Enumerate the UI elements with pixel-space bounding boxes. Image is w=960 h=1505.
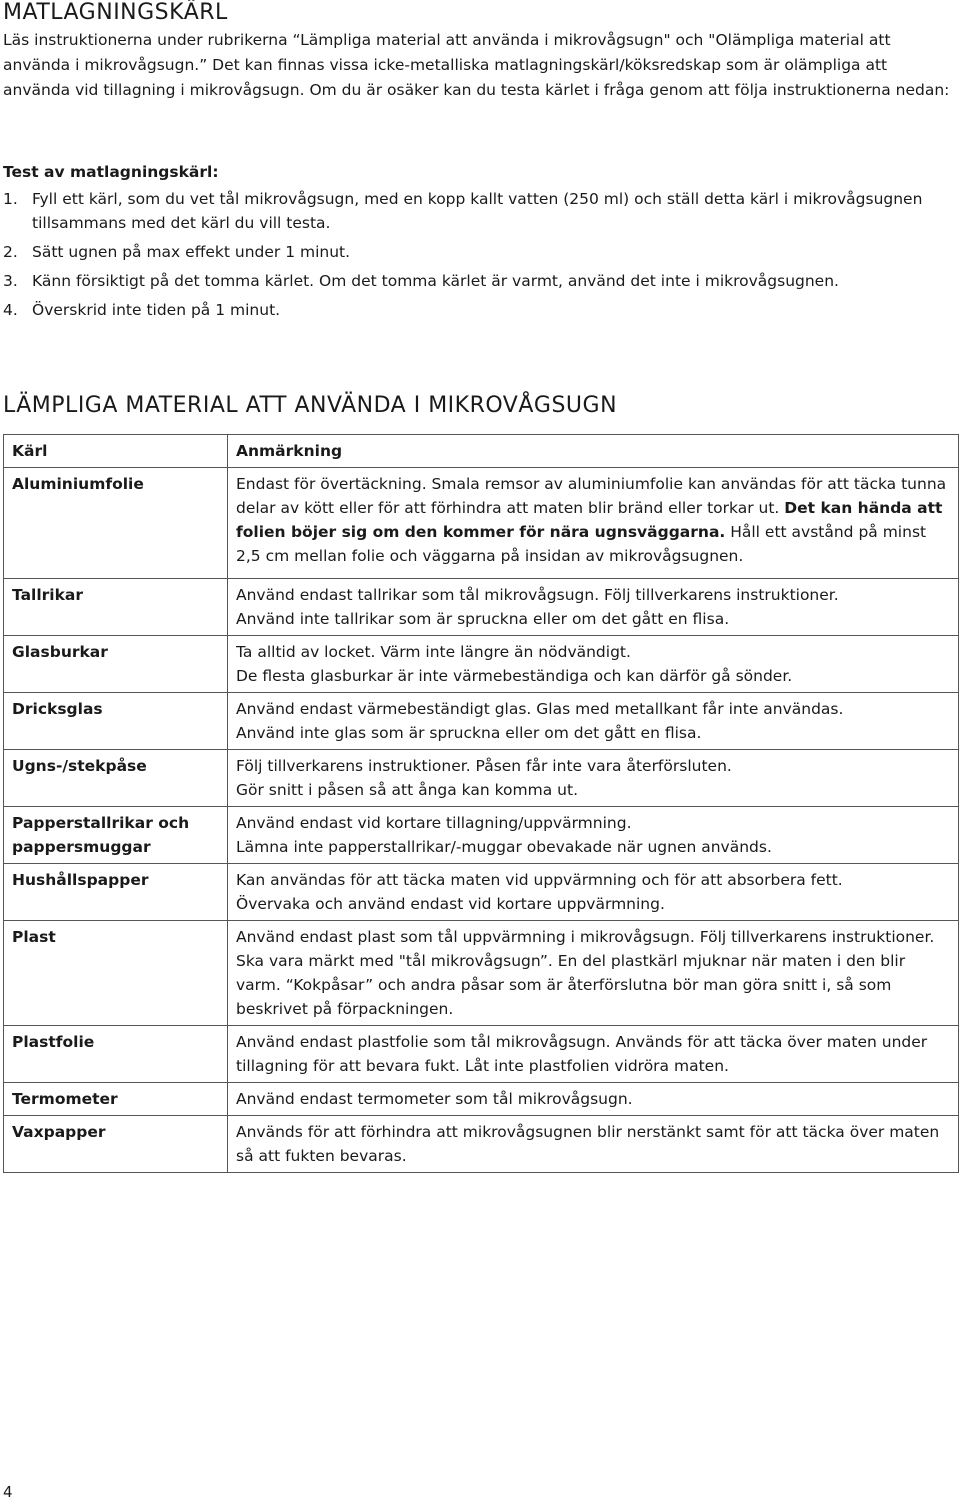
vessel-cell: Dricksglas (4, 693, 228, 750)
vessel-cell: Ugns-/stekpåse (4, 750, 228, 807)
test-heading: Test av matlagningskärl: (3, 163, 219, 181)
note-cell: Används för att förhindra att mikrovågsugnen blir nerstänkt samt för att täcka över maten så att fukten bevaras. (228, 1116, 959, 1173)
note-text: Endast för övertäckning. Smala remsor av aluminiumfolie kan användas för att täcka tunna delar av kött eller för att förhindra att maten blir bränd eller torkar ut. (236, 475, 947, 517)
materials-table (3, 434, 959, 1173)
vessel-cell: Glasburkar (4, 636, 228, 693)
note-cell: Använd endast termometer som tål mikrovågsugn. (228, 1083, 959, 1116)
table-header-row (4, 435, 959, 468)
test-step (3, 240, 953, 264)
note-text: Håll ett avstånd på minst 2,5 cm mellan folie och väggarna på insidan av mikrovågsugnen. (236, 523, 927, 565)
note-line: De flesta glasburkar är inte värmebeständiga och kan därför gå sönder. (236, 667, 793, 685)
vessel-cell: Papperstallrikar och pappersmuggar (4, 807, 228, 864)
vessel-cell: Plast (4, 921, 228, 1026)
note-cell (228, 579, 959, 636)
step-text: Fyll ett kärl, som du vet tål mikrovågsugn, med en kopp kallt vatten (250 ml) och ställ detta kärl i mikrovågsugnen tillsammans med det kärl du vill testa. (32, 190, 923, 232)
note-line: Använd inte tallrikar som är spruckna eller om det gått en flisa. (236, 610, 730, 628)
section-title-suitable-materials: LÄMPLIGA MATERIAL ATT ANVÄNDA I MIKROVÅGSUGN (3, 393, 618, 418)
note-line: Kan användas för att täcka maten vid uppvärmning och för att absorbera fett. (236, 871, 843, 889)
note-cell (228, 636, 959, 693)
note-warning: Det kan hända att folien böjer sig om den kommer för nära ugnsväggarna. (236, 499, 943, 541)
table-row (4, 1026, 959, 1083)
note-line: Använd inte glas som är spruckna eller om det gått en flisa. (236, 724, 702, 742)
intro-text-1: Läs instruktionerna under rubrikerna “Lämpliga material att använda i mikrovågsugn" och "Olämpliga material att använda i mikrovågsugn.” Det kan finnas vissa icke-metalliska matlagningskärl/köksredskap som är olämpliga att använda vid tillagning i mikrovågsugn. (3, 31, 891, 99)
intro-paragraph (3, 28, 953, 103)
vessel-cell: Hushållspapper (4, 864, 228, 921)
step-number: 2. (3, 243, 18, 261)
step-number: 1. (3, 190, 18, 208)
note-line: Gör snitt i påsen så att ånga kan komma ut. (236, 781, 578, 799)
vessel-cell: Tallrikar (4, 579, 228, 636)
step-text: Överskrid inte tiden på 1 minut. (32, 301, 281, 319)
note-cell (228, 864, 959, 921)
note-line: Använd endast värmebeständigt glas. Glas med metallkant får inte användas. (236, 700, 844, 718)
page-number: 4 (3, 1483, 13, 1501)
note-cell (228, 807, 959, 864)
step-number: 3. (3, 272, 18, 290)
table-row (4, 468, 959, 579)
note-line: Använd endast tallrikar som tål mikrovågsugn. Följ tillverkarens instruktioner. (236, 586, 839, 604)
note-cell (228, 468, 959, 579)
test-steps-list (3, 187, 953, 327)
step-text: Känn försiktigt på det tomma kärlet. Om det tomma kärlet är varmt, använd det inte i mikrovågsugnen. (32, 272, 839, 290)
note-cell: Använd endast plastfolie som tål mikrovågsugn. Används för att täcka över maten under tillagning för att bevara fukt. Låt inte plastfolien vidröra maten. (228, 1026, 959, 1083)
note-line: Lämna inte papperstallrikar/-muggar obevakade när ugnen används. (236, 838, 772, 856)
section-title-cookware: MATLAGNINGSKÄRL (3, 0, 228, 25)
table-row (4, 1083, 959, 1116)
note-cell (228, 750, 959, 807)
test-step (3, 269, 953, 293)
step-text: Sätt ugnen på max effekt under 1 minut. (32, 243, 351, 261)
note-cell (228, 693, 959, 750)
test-step (3, 187, 953, 235)
intro-text-2: Om du är osäker kan du testa kärlet i fråga genom att följa instruktionerna nedan: (304, 81, 950, 99)
note-cell: Använd endast plast som tål uppvärmning i mikrovågsugn. Följ tillverkarens instruktioner. Ska vara märkt med "tål mikrovågsugn”. En del plastkärl mjuknar när maten i den blir varm. “Kokpåsar” och andra påsar som är återförslutna bör man göra snitt i, så som beskrivet på förpackningen. (228, 921, 959, 1026)
note-line: Följ tillverkarens instruktioner. Påsen får inte vara återförsluten. (236, 757, 732, 775)
table-row (4, 636, 959, 693)
table-row (4, 807, 959, 864)
vessel-cell: Aluminiumfolie (4, 468, 228, 579)
column-header-note: Anmärkning (228, 435, 959, 468)
table-row (4, 693, 959, 750)
vessel-cell: Plastfolie (4, 1026, 228, 1083)
note-line: Ta alltid av locket. Värm inte längre än nödvändigt. (236, 643, 631, 661)
vessel-cell: Termometer (4, 1083, 228, 1116)
note-line: Använd endast vid kortare tillagning/uppvärmning. (236, 814, 632, 832)
step-number: 4. (3, 301, 18, 319)
table-row (4, 750, 959, 807)
table-row (4, 921, 959, 1026)
table-row (4, 1116, 959, 1173)
vessel-cell: Vaxpapper (4, 1116, 228, 1173)
test-step (3, 298, 953, 322)
table-row (4, 864, 959, 921)
note-line: Övervaka och använd endast vid kortare uppvärmning. (236, 895, 665, 913)
table-row (4, 579, 959, 636)
column-header-vessel: Kärl (4, 435, 228, 468)
